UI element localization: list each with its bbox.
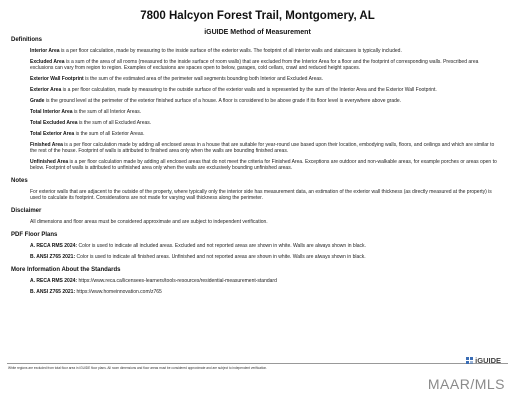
floor-plan-text: Color is used to indicate all finished areas. Unfinished and not reported areas are shown in white. Walls are always shown in black. [76, 254, 366, 260]
iguide-logo-text: iGUIDE [475, 356, 501, 365]
definition-text: is the sum of the estimated area of the perimeter wall segments bounding both Interior and Excluded Areas. [85, 76, 324, 82]
standards-link-reca[interactable]: https://www.reca.ca/licensees-learners/tools-resources/residential-measurement-standard [78, 278, 277, 284]
notes-text: For exterior walls that are adjacent to the outside of the property, where typically only the interior side has measurement data, an estimation of the exterior wall thickness (as directly measured at the property) is used to calculate its footprint. Considerations are not made for varying wall thickness along the perimeter. [30, 189, 492, 201]
definition-item [30, 159, 501, 171]
definition-text: is a per floor calculation, made by measuring to the outside surface of the exterior walls and is represented by the sum of the Interior Area and the Exterior Wall Footprint. [62, 87, 437, 93]
disclaimer-text: All dimensions and floor areas must be considered approximate and are subject to independent verification. [30, 219, 268, 225]
definition-text: is a per floor calculation made by adding all enclosed areas that do not meet the criteria for Finished Area. Exceptions are outdoor and non-walkable areas, for example porches or areas open to below. Footprint of walls is attributed to unfinished area only when the walls are exclusively bounding unfinished areas. [30, 159, 497, 171]
definition-term: Finished Area [30, 142, 63, 148]
pdf-floor-plans-block [11, 239, 505, 260]
definition-text: is a per floor calculation made by adding all enclosed areas in a house that are suitable for year-round use based upon their location, embodying walls, floors, and ceilings and which are similar to the rest of the house. Footprint of walls is attributed to finished area only when the walls are bounding finished areas. [30, 142, 495, 154]
mls-watermark: MAAR/MLS [427, 376, 505, 392]
definition-text: is the sum of all Excluded Areas. [78, 120, 152, 126]
iguide-logo [466, 356, 501, 365]
definitions-heading: Definitions [11, 37, 42, 43]
content [11, 36, 505, 295]
definition-term: Exterior Wall Footprint [30, 76, 84, 82]
disclaimer-block [11, 215, 505, 225]
pdf-floor-plans-heading: PDF Floor Plans [11, 232, 58, 238]
definition-term: Grade [30, 98, 45, 104]
definition-text: is a sum of the area of all rooms (measured to the inside surface of room walls) that are excluded from the Interior Area for a floor and the footprint of corresponding walls. Prescribed area exclusions can vary from region to region. Examples of exclusions are spaces open to below, garages, cold cellars, crawl and reduced height spaces. [30, 59, 479, 71]
definition-text: is the sum of all Interior Areas. [73, 109, 142, 115]
floor-plan-term: A. RECA RMS 2024: [30, 243, 78, 249]
page-title: 7800 Halcyon Forest Trail, Montgomery, AL [140, 10, 375, 22]
page-subtitle: iGUIDE Method of Measurement [204, 29, 311, 36]
definition-term: Excluded Area [30, 59, 65, 65]
notes-block [11, 185, 505, 201]
definition-term: Total Interior Area [30, 109, 73, 115]
standards-heading: More Information About the Standards [11, 267, 121, 273]
standards-item [30, 289, 501, 295]
floor-plan-text: Color is used to indicate all included areas. Excluded and not reported areas are shown in white. Walls are always shown in black. [78, 243, 366, 249]
definition-item [30, 59, 501, 71]
definition-item [30, 142, 501, 154]
standards-block [11, 274, 505, 295]
definition-term: Exterior Area [30, 87, 62, 93]
definition-term: Total Excluded Area [30, 120, 78, 126]
standards-term: A. RECA RMS 2024: [30, 278, 78, 284]
standards-link-ansi[interactable]: https://www.homeinnovation.com/z765 [76, 289, 162, 295]
standards-term: B. ANSI Z765 2021: [30, 289, 76, 295]
notes-heading: Notes [11, 178, 28, 184]
definition-term: Interior Area [30, 48, 60, 54]
definitions-list [11, 44, 505, 171]
disclaimer-heading: Disclaimer [11, 208, 42, 214]
definition-term: Total Exterior Area [30, 131, 75, 137]
definition-term: Unfinished Area [30, 159, 69, 165]
iguide-logo-icon [466, 357, 473, 364]
definition-text: is a per floor calculation, made by measuring to the inside surface of the exterior walls. The footprint of all interior walls and staircases is typically included. [60, 48, 402, 54]
floor-plan-term: B. ANSI Z765 2021: [30, 254, 76, 260]
definition-text: is the sum of all Exterior Areas. [75, 131, 145, 137]
definition-text: is the ground level at the perimeter of the exterior finished surface of a house. A floor is considered to be above grade if its floor level is everywhere above grade. [45, 98, 402, 104]
footer-text: White regions are excluded from total floor area in iGUIDE floor plans. All room dimensions and floor areas must be considered approximate and are subject to independent verification. [8, 366, 268, 370]
footer-divider [7, 363, 508, 364]
definition-item [30, 87, 501, 93]
